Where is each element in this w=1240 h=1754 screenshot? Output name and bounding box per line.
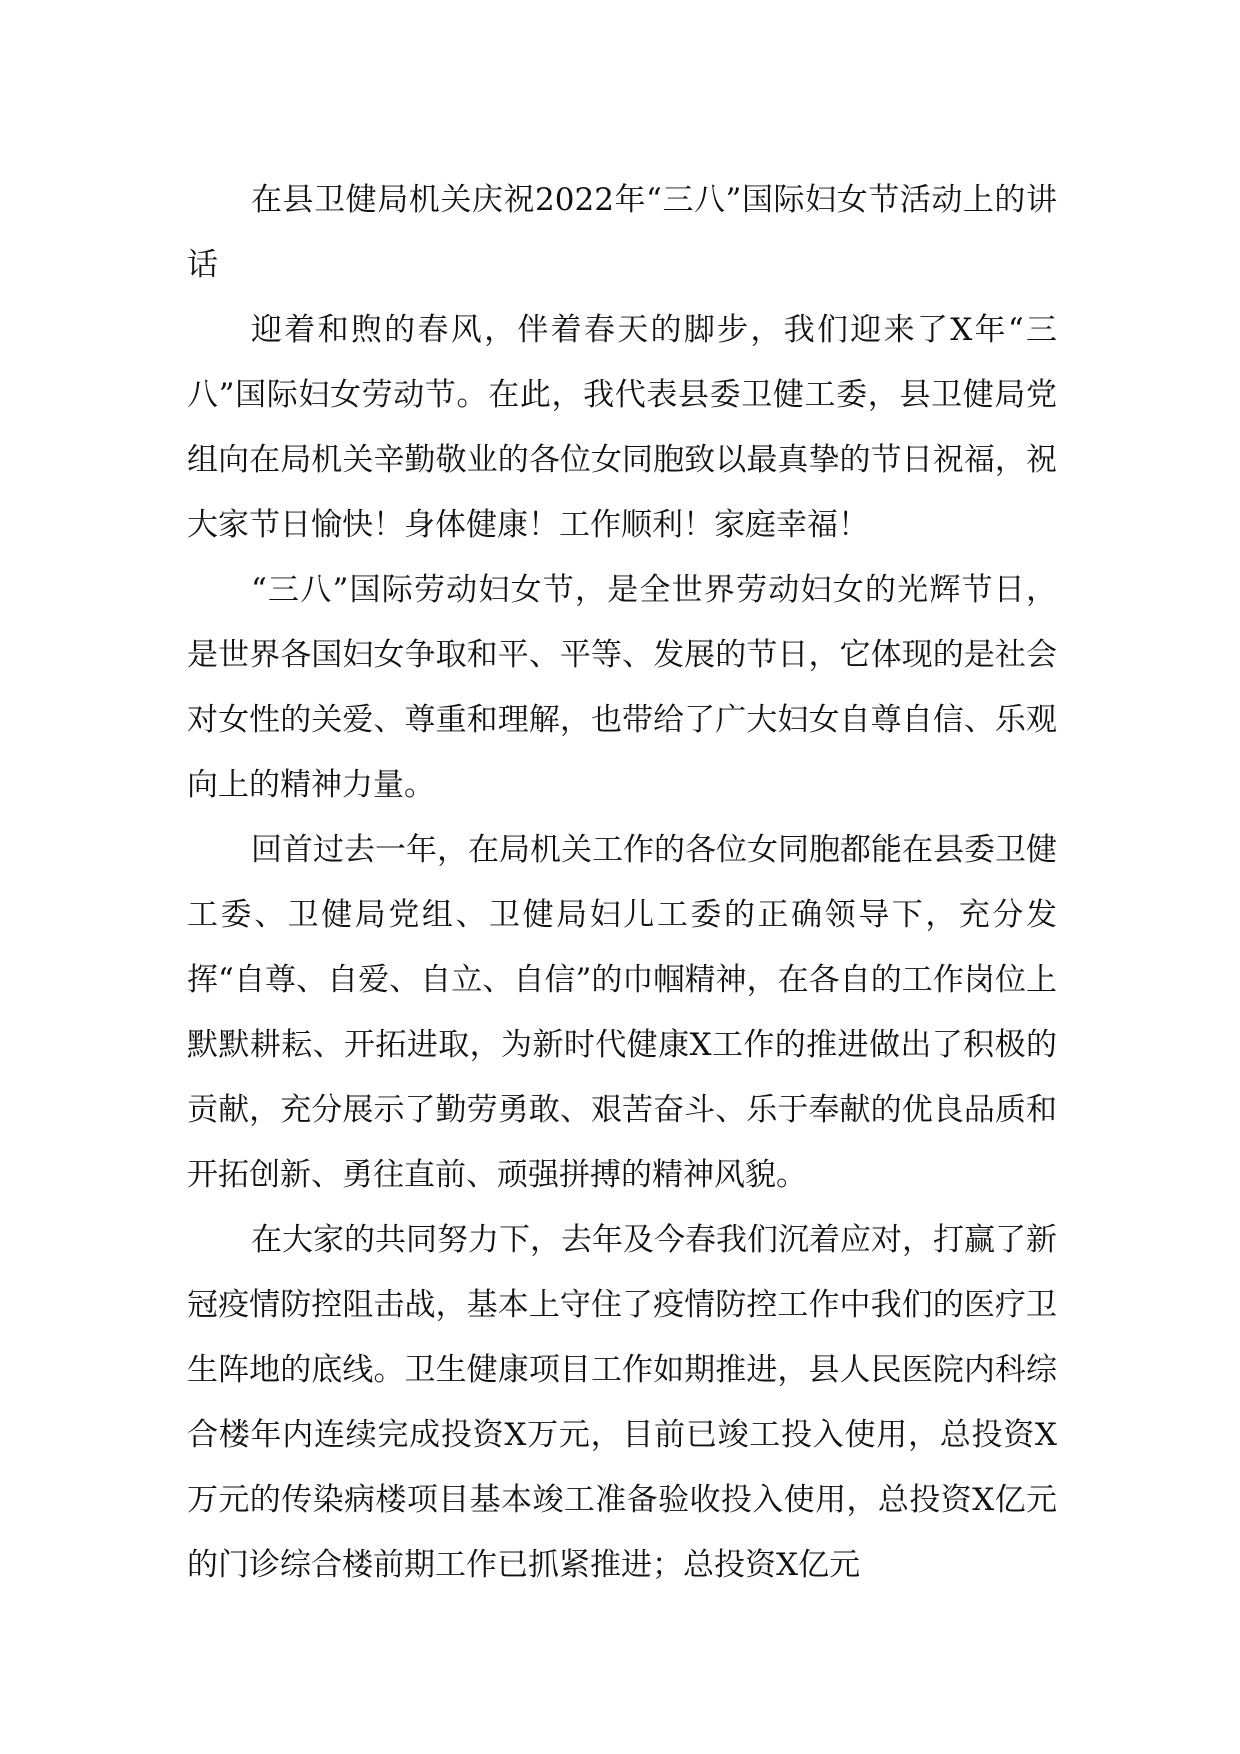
- paragraph-3: 回首过去一年，在局机关工作的各位女同胞都能在县委卫健工委、卫健局党组、卫健局妇儿工委的正确领导下，充分发挥“自尊、自爱、自立、自信”的巾帼精神，在各自的工作岗位上默默耕耘、开拓进取，为新时代健康X工作的推进做出了积极的贡献，充分展示了勤劳勇敢、艰苦奋斗、乐于奉献的优良品质和开拓创新、勇往直前、顽强拼搏的精神风貌。: [187, 832, 1057, 1193]
- document-body: [187, 168, 1057, 1598]
- document-title: 在县卫健局机关庆祝2022年“三八”国际妇女节活动上的讲话: [187, 182, 1057, 283]
- paragraph-1: 迎着和煦的春风，伴着春天的脚步，我们迎来了X年“三八”国际妇女劳动节。在此，我代表县委卫健工委，县卫健局党组向在局机关辛勤敬业的各位女同胞致以最真挚的节日祝福，祝大家节日愉快！身体健康！工作顺利！家庭幸福！: [187, 312, 1057, 543]
- paragraph-2: “三八”国际劳动妇女节，是全世界劳动妇女的光辉节日，是世界各国妇女争取和平、平等、发展的节日，它体现的是社会对女性的关爱、尊重和理解，也带给了广大妇女自尊自信、乐观向上的精神力量。: [187, 572, 1057, 803]
- paragraph-4: 在大家的共同努力下，去年及今春我们沉着应对，打赢了新冠疫情防控阻击战，基本上守住了疫情防控工作中我们的医疗卫生阵地的底线。卫生健康项目工作如期推进，县人民医院内科综合楼年内连续完成投资X万元，目前已竣工投入使用，总投资X万元的传染病楼项目基本竣工准备验收投入使用，总投资X亿元的门诊综合楼前期工作已抓紧推进；总投资X亿元: [187, 1222, 1057, 1583]
